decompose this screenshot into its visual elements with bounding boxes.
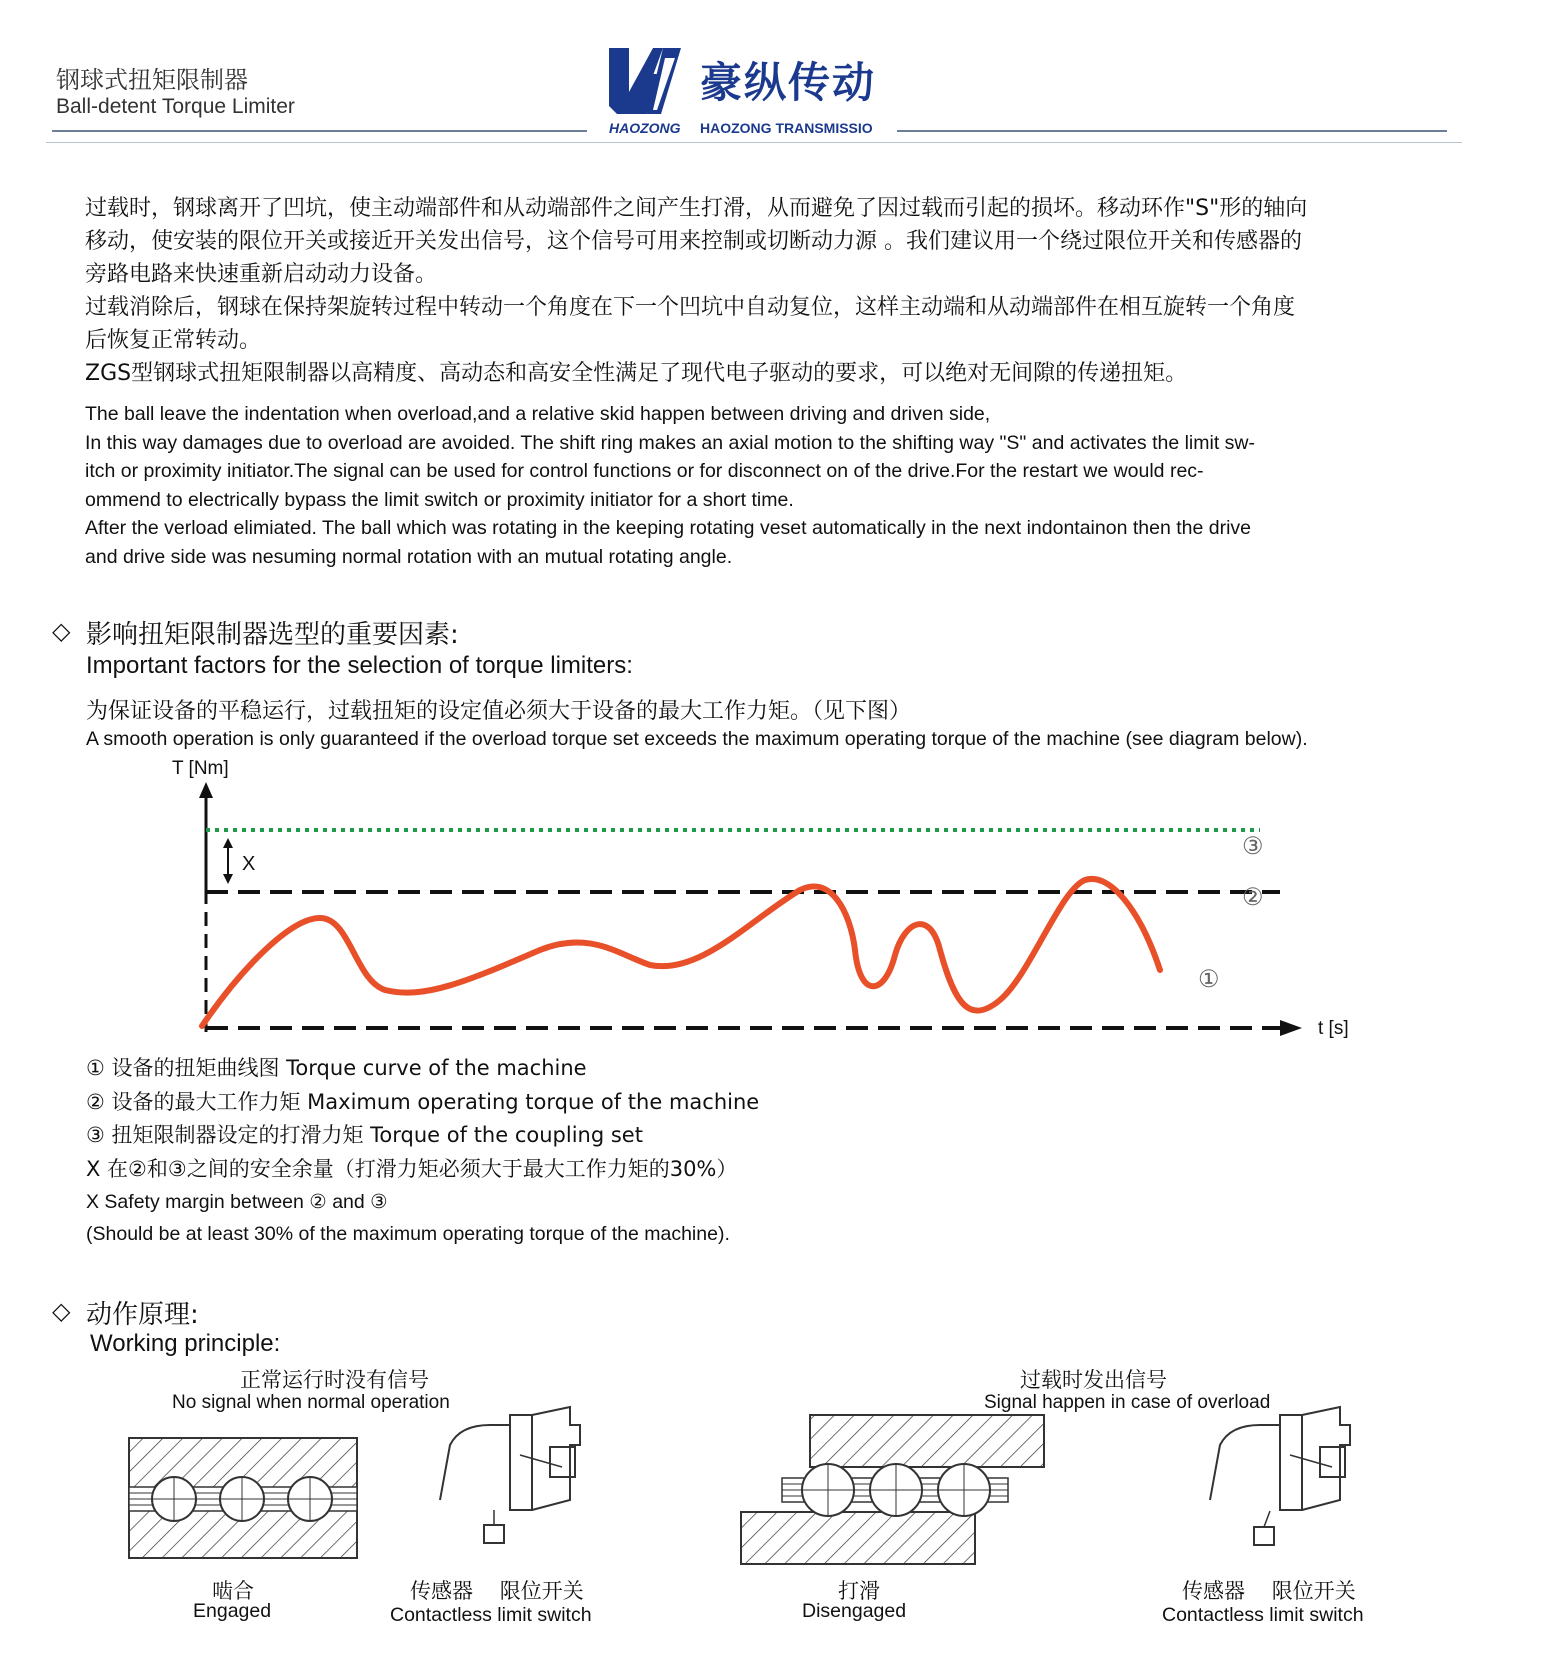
section-diamond-icon: ◇ xyxy=(52,1297,71,1325)
header-title-cn: 钢球式扭矩限制器 xyxy=(56,66,248,94)
header-title-en: Ball-detent Torque Limiter xyxy=(56,95,295,118)
legend-item-3: ③ 扭矩限制器设定的打滑力矩 Torque of the coupling set xyxy=(86,1123,643,1147)
disengaged-label-cn: 打滑 xyxy=(838,1579,880,1603)
sensor-drawing-overload xyxy=(1200,1405,1380,1555)
x-axis-label: t [s] xyxy=(1318,1018,1349,1039)
x-margin-label: X xyxy=(242,853,256,875)
intro-cn-line: 过载时，钢球离开了凹坑，使主动端部件和从动端部件之间产生打滑，从而避免了因过载而引起的损坏。移动环作"S"形的轴向 xyxy=(85,196,1308,221)
intro-cn-line: ZGS型钢球式扭矩限制器以高精度、高动态和高安全性满足了现代电子驱动的要求，可以绝对无间隙的传递扭矩。 xyxy=(85,361,1188,386)
y-axis-label: T [Nm] xyxy=(172,758,229,779)
intro-en-line: ommend to electrically bypass the limit switch or proximity initiator for a short time. xyxy=(85,488,794,511)
legend-x-note: (Should be at least 30% of the maximum operating torque of the machine). xyxy=(86,1223,730,1245)
header-rule-right xyxy=(897,130,1447,132)
sensor-label-en: Contactless limit switch xyxy=(390,1604,592,1626)
disengaged-drawing xyxy=(738,1412,1048,1572)
legend-x-cn: X 在②和③之间的安全余量（打滑力矩必须大于最大工作力矩的30%） xyxy=(86,1157,738,1181)
line-label-2: ② xyxy=(1242,884,1264,911)
intro-en-line: After the verload elimiated. The ball which was rotating in the keeping rotating veset automatically in the next indontainon then the drive xyxy=(85,517,1252,539)
normal-caption-en: No signal when normal operation xyxy=(172,1392,450,1413)
intro-cn-line: 后恢复正常转动。 xyxy=(85,328,262,353)
factors-desc-en: A smooth operation is only guaranteed if the overload torque set exceeds the maximum operating torque of the machine (see diagram below). xyxy=(86,728,1308,750)
line-label-1: ① xyxy=(1198,966,1220,993)
line-label-3: ③ xyxy=(1242,833,1264,860)
overload-caption-cn: 过载时发出信号 xyxy=(1020,1368,1167,1392)
intro-en-paragraph xyxy=(85,400,1475,571)
intro-en-line: and drive side was nesuming normal rotation with an mutual rotating angle. xyxy=(85,545,733,568)
principle-title-en: Working principle: xyxy=(90,1330,281,1357)
intro-cn-paragraph xyxy=(85,192,1475,390)
torque-diagram xyxy=(150,750,1370,1050)
intro-cn-line: 移动，使安装的限位开关或接近开关发出信号，这个信号可用来控制或切断动力源 。我们建议用一个绕过限位开关和传感器的 xyxy=(85,229,1302,254)
engaged-label-en: Engaged xyxy=(193,1600,272,1622)
brand-name-long: HAOZONG TRANSMISSIO xyxy=(700,120,873,136)
legend-item-1: ① 设备的扭矩曲线图 Torque curve of the machine xyxy=(86,1056,587,1080)
intro-en-line: The ball leave the indentation when overload,and a relative skid happen between driving and driven side, xyxy=(85,403,991,425)
sensor-label-cn: 传感器 限位开关 xyxy=(1182,1579,1356,1603)
engaged-drawing xyxy=(126,1435,360,1565)
section-diamond-icon: ◇ xyxy=(52,617,71,645)
legend-item-2: ② 设备的最大工作力矩 Maximum operating torque of the machine xyxy=(86,1090,760,1114)
header-rule-left xyxy=(52,130,587,132)
x-margin-arrow-down-icon xyxy=(223,874,233,884)
factors-desc-cn: 为保证设备的平稳运行，过载扭矩的设定值必须大于设备的最大工作力矩。（见下图） xyxy=(86,699,912,724)
normal-caption-cn: 正常运行时没有信号 xyxy=(240,1368,429,1392)
brand-logo-icon xyxy=(609,48,681,114)
torque-curve xyxy=(202,879,1160,1026)
brand-name-cn: 豪纵传动 xyxy=(700,58,877,107)
disengaged-label-en: Disengaged xyxy=(802,1600,907,1622)
engaged-label-cn: 啮合 xyxy=(212,1579,254,1603)
intro-en-line: In this way damages due to overload are avoided. The shift ring makes an axial motion to the shifting way "S" and activates the limit sw- xyxy=(85,431,1255,454)
legend-x-en: X Safety margin between ② and ③ xyxy=(86,1191,388,1213)
factors-title-en: Important factors for the selection of torque limiters: xyxy=(86,652,633,679)
intro-en-line: itch or proximity initiator.The signal can be used for control functions or for disconnect on of the drive.For the restart we would rec- xyxy=(85,460,1204,482)
header-rule-bottom xyxy=(46,142,1462,143)
factors-title-cn: 影响扭矩限制器选型的重要因素: xyxy=(86,620,459,650)
sensor-label-en: Contactless limit switch xyxy=(1162,1604,1364,1626)
sensor-drawing-normal xyxy=(430,1405,610,1555)
principle-title-cn: 动作原理: xyxy=(86,1300,199,1330)
x-margin-arrow-up-icon xyxy=(223,838,233,848)
sensor-label-cn: 传感器 限位开关 xyxy=(410,1579,584,1603)
intro-cn-line: 过载消除后，钢球在保持架旋转过程中转动一个角度在下一个凹坑中自动复位，这样主动端和从动端部件在相互旋转一个角度 xyxy=(85,295,1296,320)
x-axis-arrow-icon xyxy=(1280,1020,1302,1036)
y-axis-arrow-icon xyxy=(199,782,213,798)
intro-cn-line: 旁路电路来快速重新启动动力设备。 xyxy=(85,262,438,287)
brand-name-short: HAOZONG xyxy=(609,120,681,136)
overload-caption-en: Signal happen in case of overload xyxy=(984,1392,1271,1413)
